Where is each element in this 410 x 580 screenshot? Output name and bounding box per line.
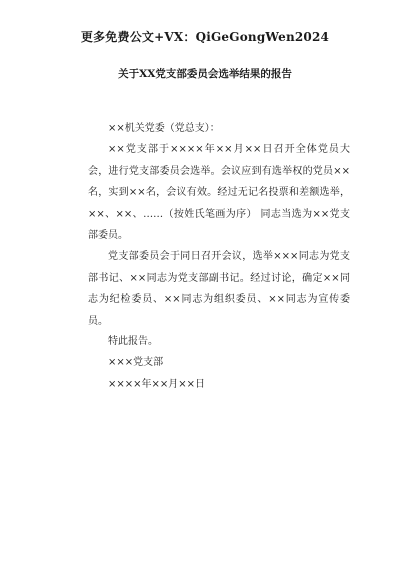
paragraph-committee-roles: 党支部委员会于同日召开会议，选举×××同志为党支部书记、××同志为党支部副书记。经过讨论，确定××同志为纪检委员、××同志为组织委员、××同志为宣传委员。 — [88, 251, 350, 327]
closing-line: 特此报告。 — [108, 336, 158, 347]
paragraph-election-result: ××党支部于××××年××月××日召开全体党员大会，进行党支部委员会选举。会议应到有选举权的党员××名，实到××名，会议有效。经过无记名投票和差额选举，××、××、……（按姓氏笔画为序） 同志当选为××党支部委员。 — [88, 144, 350, 241]
report-date: ××××年××月××日 — [108, 379, 206, 390]
signature: ×××党支部 — [108, 357, 164, 368]
promo-banner: 更多免费公文+VX：QiGeGongWen2024 — [80, 30, 330, 44]
document-title: 关于XX党支部委员会选举结果的报告 — [118, 68, 292, 80]
salutation: ××机关党委（党总支）： — [108, 123, 220, 134]
